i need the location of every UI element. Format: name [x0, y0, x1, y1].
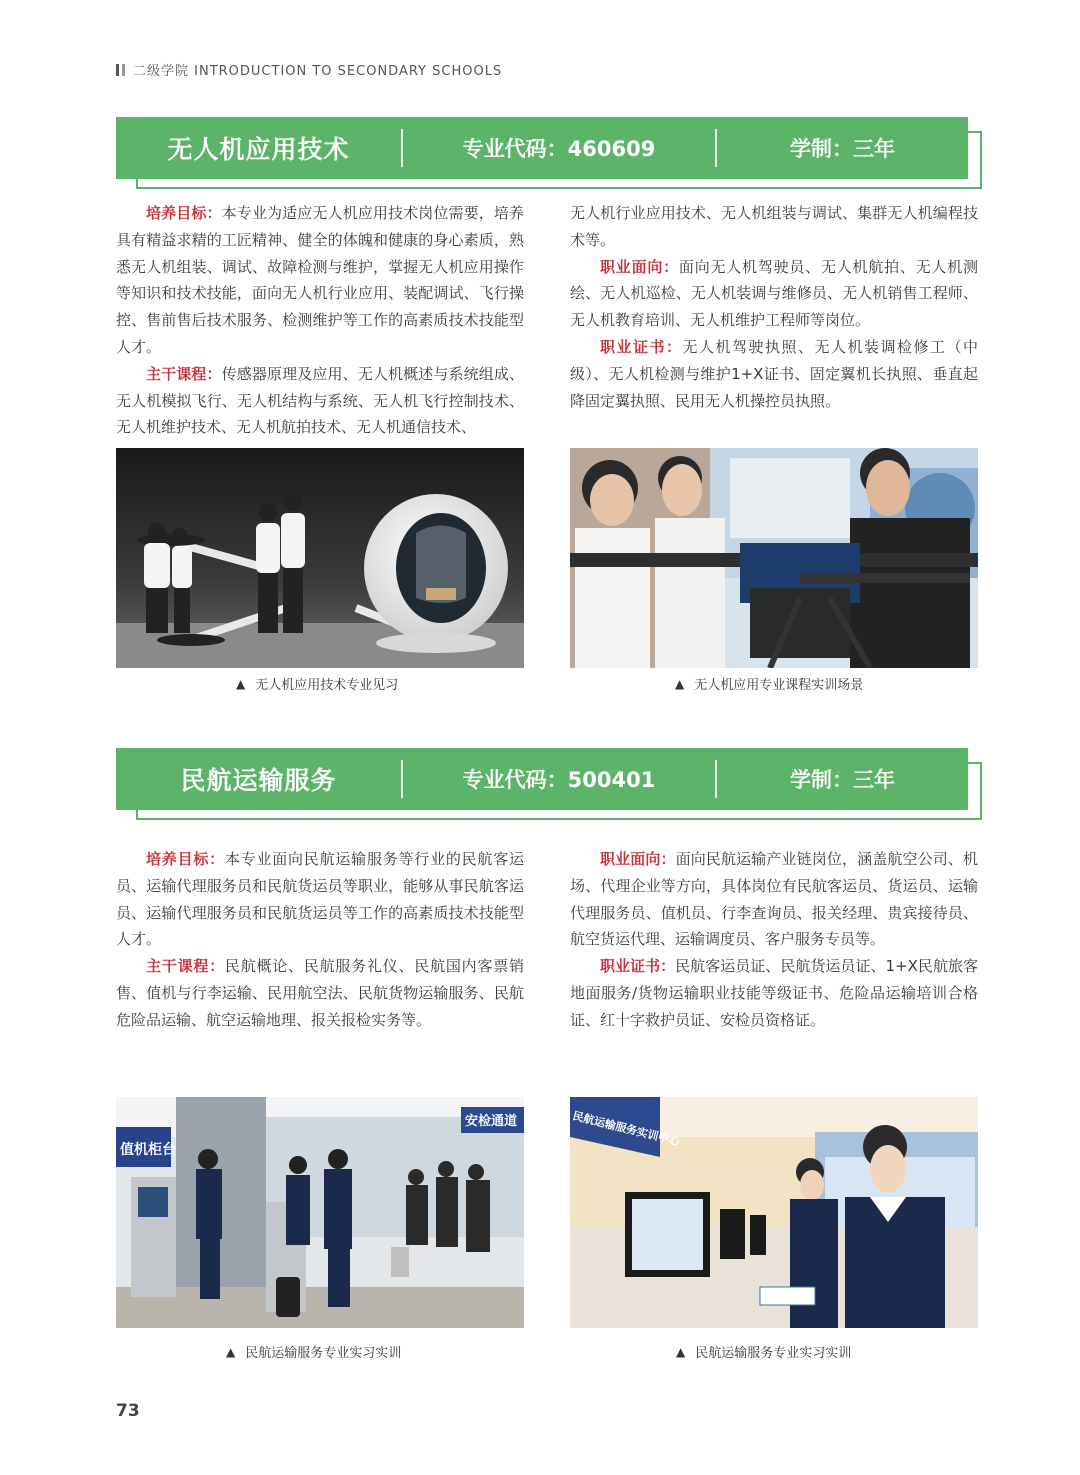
triangle-icon: ▲ [226, 1344, 236, 1359]
caption-drone-internship [236, 674, 398, 693]
career-label: 职业面向： [600, 850, 676, 868]
goal-text: 本专业面向民航运输服务等行业的民航客运员、运输代理服务员和民航货运员等职业，能够从事民航客运员、运输代理服务员和民航货运员等工作的高素质技术技能型人才。 [116, 850, 524, 949]
goal-text: 本专业为适应无人机应用技术岗位需要，培养具有精益求精的工匠精神、健全的体魄和健康的身心素质，熟悉无人机组装、调试、故障检测与维护，掌握无人机应用操作等知识和技术技能，面向无人机行业应用、装配调试、飞行操控、售前售后技术服务、检测维护等工作的高素质技术技能型人才。 [116, 204, 524, 356]
goal-label: 培养目标： [146, 204, 222, 222]
major-duration: 学制：三年 [790, 768, 895, 792]
courses-text: 传感器原理及应用、无人机概述与系统组成、无人机模拟飞行、无人机结构与系统、无人机飞行控制技术、无人机维护技术、无人机航拍技术、无人机通信技术、 [116, 364, 524, 437]
triangle-icon: ▲ [676, 1344, 686, 1359]
caption-text: 民航运输服务专业实习实训 [695, 1346, 852, 1361]
courses-label: 主干课程： [146, 957, 225, 976]
courses-text: 民航概论、民航服务礼仪、民航国内客票销售、值机与行李运输、民用航空法、民航货物运输服务、民航危险品运输、航空运输地理、报关报检实务等。 [116, 957, 524, 1029]
goal-paragraph [116, 846, 524, 953]
header-text: 二级学院 INTRODUCTION TO SECONDARY SCHOOLS [133, 64, 503, 79]
cert-label: 职业证书： [600, 337, 683, 356]
major-banner-drone [116, 117, 978, 185]
left-column-drone [116, 200, 524, 441]
right-column-aviation [570, 846, 978, 1034]
caption-text: 无人机应用技术专业见习 [255, 678, 399, 693]
photo-drone-internship [116, 448, 524, 668]
career-text: 面向无人机驾驶员、无人机航拍、无人机测绘、无人机巡检、无人机装调与维修员、无人机销售工程师、无人机教育培训、无人机维护工程师等岗位。 [570, 257, 978, 330]
goal-label: 培养目标： [146, 850, 225, 868]
cert-paragraph [570, 334, 978, 414]
major-title: 民航运输服务 [180, 766, 337, 795]
career-paragraph [570, 846, 978, 953]
header-bar-icon [116, 64, 125, 76]
courses-label: 主干课程： [146, 364, 222, 383]
courses-continued: 无人机行业应用技术、无人机组装与调试、集群无人机编程技术等。 [570, 204, 978, 249]
banner-band [116, 117, 968, 179]
cert-label: 职业证书： [600, 957, 676, 976]
photo-checkin-counter [116, 1097, 524, 1328]
courses-paragraph [116, 953, 524, 1033]
triangle-icon: ▲ [675, 676, 685, 691]
major-title: 无人机应用技术 [167, 135, 350, 164]
photo-training-center [570, 1097, 978, 1328]
goal-paragraph [116, 200, 524, 361]
sign-training-center: 民航运输服务实训中心 [571, 1109, 682, 1149]
major-banner-aviation [116, 748, 978, 816]
section-header [116, 60, 502, 79]
cert-text: 无人机驾驶执照、无人机装调检修工（中级）、无人机检测与维护1+X证书、固定翼机长执照、垂直起降固定翼执照、民用无人机操控员执照。 [570, 337, 978, 410]
career-text: 面向民航运输产业链岗位，涵盖航空公司、机场、代理企业等方向，具体岗位有民航客运员、货运员、运输代理服务员、值机员、行李查询员、报关经理、贵宾接待员、航空货运代理、运输调度员、客户服务专员等。 [570, 850, 978, 949]
cert-paragraph [570, 953, 978, 1033]
page-number: 73 [116, 1401, 140, 1421]
photo-drone-training [570, 448, 978, 668]
major-code: 专业代码：460609 [462, 137, 656, 161]
caption-training-center [676, 1342, 851, 1361]
cert-text: 民航客运员证、民航货运员证、1+X民航旅客地面服务/货物运输职业技能等级证书、危险品运输培训合格证、红十字救护员证、安检员资格证。 [570, 957, 978, 1029]
banner-band [116, 748, 968, 810]
left-column-aviation [116, 846, 524, 1034]
right-column-drone [570, 200, 978, 414]
sign-security: 安检通道 [465, 1114, 518, 1129]
caption-text: 民航运输服务专业实习实训 [245, 1346, 402, 1361]
courses-paragraph [116, 361, 524, 441]
caption-checkin-counter [226, 1342, 401, 1361]
caption-drone-training [675, 674, 863, 693]
major-duration: 学制：三年 [790, 137, 895, 161]
career-paragraph [570, 254, 978, 334]
career-label: 职业面向： [600, 257, 679, 276]
caption-text: 无人机应用专业课程实训场景 [694, 678, 864, 693]
sign-checkin: 值机柜台 [120, 1142, 176, 1158]
major-code: 专业代码：500401 [462, 768, 656, 792]
triangle-icon: ▲ [236, 676, 246, 691]
